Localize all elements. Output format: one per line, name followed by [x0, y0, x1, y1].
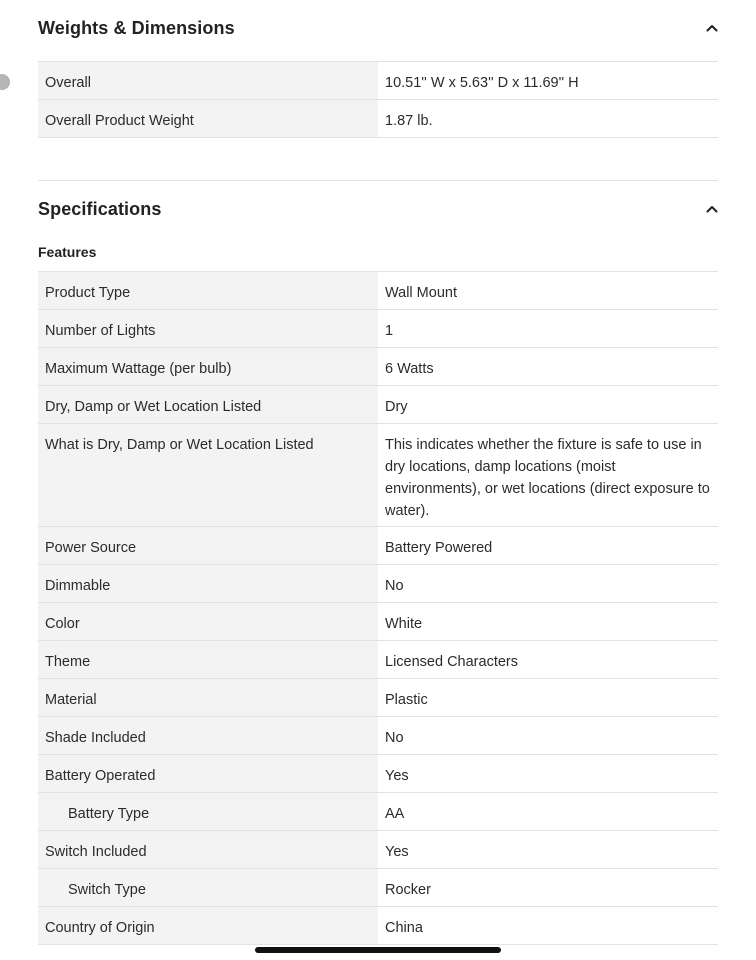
row-value: No	[378, 565, 718, 602]
table-row	[38, 754, 718, 792]
table-row	[38, 716, 718, 754]
table-row	[38, 906, 718, 945]
row-value: This indicates whether the fixture is safe to use in dry locations, damp locations (moist environments), or wet locations (direct exposure to water).	[378, 424, 718, 526]
row-label: Material	[38, 679, 378, 716]
row-label: Color	[38, 603, 378, 640]
row-label: Switch Type	[38, 869, 378, 906]
table-row	[38, 385, 718, 423]
specifications-title: Specifications	[38, 198, 162, 219]
table-row	[38, 271, 718, 309]
row-label: Theme	[38, 641, 378, 678]
side-scroll-handle[interactable]	[0, 74, 10, 90]
row-label: Product Type	[38, 272, 378, 309]
row-value: 1.87 lb.	[378, 100, 718, 137]
row-label: Overall Product Weight	[38, 100, 378, 137]
row-label: Overall	[38, 62, 378, 99]
table-row	[38, 640, 718, 678]
row-label: Dry, Damp or Wet Location Listed	[38, 386, 378, 423]
row-value: Plastic	[378, 679, 718, 716]
table-row	[38, 792, 718, 830]
row-value: 6 Watts	[378, 348, 718, 385]
row-label: Switch Included	[38, 831, 378, 868]
row-value: 1	[378, 310, 718, 347]
features-subheading: Features	[38, 244, 97, 260]
home-indicator[interactable]	[255, 947, 501, 953]
row-label: Battery Type	[38, 793, 378, 830]
table-row	[38, 423, 718, 526]
row-label: Power Source	[38, 527, 378, 564]
row-label: Dimmable	[38, 565, 378, 602]
weights-dimensions-table	[38, 61, 718, 138]
table-row	[38, 830, 718, 868]
row-value: Dry	[378, 386, 718, 423]
table-row	[38, 602, 718, 640]
table-row	[38, 526, 718, 564]
row-value: Licensed Characters	[378, 641, 718, 678]
table-row	[38, 564, 718, 602]
row-value: 10.51'' W x 5.63'' D x 11.69'' H	[378, 62, 718, 99]
table-row	[38, 678, 718, 716]
table-row	[38, 61, 718, 99]
row-label: What is Dry, Damp or Wet Location Listed	[38, 424, 378, 526]
row-value: Wall Mount	[378, 272, 718, 309]
row-label: Shade Included	[38, 717, 378, 754]
row-value: White	[378, 603, 718, 640]
row-value: Yes	[378, 831, 718, 868]
table-row	[38, 347, 718, 385]
specifications-header[interactable]	[38, 195, 718, 223]
row-value: No	[378, 717, 718, 754]
weights-dimensions-header[interactable]	[38, 14, 718, 42]
chevron-up-icon[interactable]	[700, 16, 724, 40]
row-value: Battery Powered	[378, 527, 718, 564]
table-row	[38, 309, 718, 347]
row-value: China	[378, 907, 718, 944]
row-label: Maximum Wattage (per bulb)	[38, 348, 378, 385]
row-label: Battery Operated	[38, 755, 378, 792]
row-label: Country of Origin	[38, 907, 378, 944]
chevron-up-icon[interactable]	[700, 197, 724, 221]
row-value: Rocker	[378, 869, 718, 906]
row-label: Number of Lights	[38, 310, 378, 347]
weights-dimensions-title: Weights & Dimensions	[38, 17, 235, 38]
row-value: AA	[378, 793, 718, 830]
table-row	[38, 868, 718, 906]
specifications-table	[38, 271, 718, 945]
row-value: Yes	[378, 755, 718, 792]
section-divider	[38, 180, 718, 181]
table-row	[38, 99, 718, 138]
